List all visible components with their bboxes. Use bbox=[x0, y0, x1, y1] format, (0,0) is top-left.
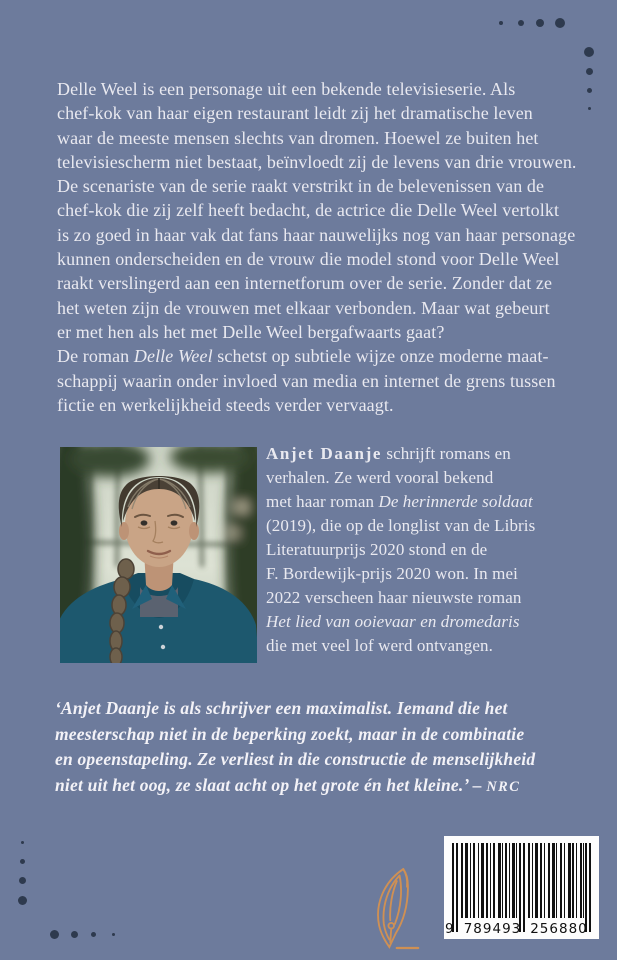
bio-run: schrijft romans en bbox=[382, 444, 511, 463]
press-quote bbox=[55, 696, 600, 798]
synopsis-text bbox=[57, 77, 577, 417]
quote-line: ‘Anjet Daanje is als schrijver een maximalist. Iemand die het bbox=[55, 698, 508, 718]
bio-line: die met veel lof werd ontvangen. bbox=[266, 636, 493, 655]
corner-dot bbox=[588, 107, 591, 110]
author-photo bbox=[60, 447, 257, 663]
barcode-digit-lead: 9 bbox=[445, 921, 454, 937]
bio-line: verhalen. Ze werd vooral bekend bbox=[266, 468, 494, 487]
corner-dot bbox=[587, 88, 592, 93]
book-title-italic: Het lied van ooievaar en dromedaris bbox=[266, 612, 520, 631]
bio-line bbox=[266, 442, 576, 466]
corner-dot bbox=[536, 19, 544, 27]
bio-line: (2019), die op de longlist van de Libris bbox=[266, 516, 536, 535]
corner-dot bbox=[19, 877, 26, 884]
corner-dot bbox=[586, 68, 593, 75]
synopsis-line bbox=[57, 344, 577, 368]
quote-run: niet uit het oog, ze slaat acht op het grote én het kleine.’ – bbox=[55, 774, 487, 795]
barcode-digit-group: 789493 bbox=[463, 921, 522, 937]
corner-dot bbox=[91, 932, 96, 937]
synopsis-line: is zo goed in haar vak dat fans haar nauwelijks nog van haar personage bbox=[57, 224, 576, 245]
author-name: Anjet Daanje bbox=[266, 444, 382, 463]
bio-run: met haar roman bbox=[266, 492, 379, 511]
book-title-italic: Delle Weel bbox=[133, 346, 213, 367]
corner-dot bbox=[21, 841, 24, 844]
corner-dot bbox=[18, 896, 27, 905]
publisher-quill-logo bbox=[368, 866, 420, 952]
synopsis-line: het weten zijn de vrouwen met elkaar verbonden. Maar wat gebeurt bbox=[57, 297, 550, 318]
barcode-digit-group: 256880 bbox=[530, 921, 588, 937]
barcode-digits bbox=[444, 922, 596, 936]
corner-dot bbox=[518, 20, 524, 26]
synopsis-line: schappij waarin onder invloed van media en internet de grens tussen bbox=[57, 370, 556, 391]
synopsis-line: chef-kok van haar eigen restaurant leidt zij het dramatische leven bbox=[57, 103, 533, 124]
synopsis-roman-suffix: schetst op subtiele wijze onze moderne maat- bbox=[212, 346, 549, 367]
author-portrait-illustration bbox=[60, 447, 257, 663]
synopsis-line: fictie en werkelijkheid steeds verder vervaagt. bbox=[57, 394, 394, 415]
quote-line: meesterschap niet in de beperking zoekt, maar in de combinatie bbox=[55, 723, 525, 744]
corner-dot bbox=[71, 931, 78, 938]
synopsis-line: televisiescherm niet bestaat, beïnvloedt zij de levens van drie vrouwen. bbox=[57, 151, 577, 172]
corner-dot bbox=[50, 930, 59, 939]
bio-line: 2022 verscheen haar nieuwste roman bbox=[266, 588, 522, 607]
bio-line: F. Bordewijk-prijs 2020 won. In mei bbox=[266, 564, 518, 583]
synopsis-line: raakt verslingerd aan een internetforum over de serie. Zonder dat ze bbox=[57, 273, 553, 294]
quote-line bbox=[55, 773, 600, 799]
quote-line: en opeenstapeling. Ze verliest in die constructie de menselijkheid bbox=[55, 749, 536, 769]
bio-line bbox=[266, 490, 576, 514]
quote-source: NRC bbox=[486, 778, 521, 795]
bio-line: Literatuurprijs 2020 stond en de bbox=[266, 540, 488, 559]
corner-dot bbox=[584, 47, 594, 57]
corner-dot bbox=[112, 933, 115, 936]
barcode bbox=[444, 836, 599, 939]
book-title-italic: De herinnerde soldaat bbox=[378, 492, 533, 511]
synopsis-line: waar de meeste mensen slechts van dromen. Hoewel ze buiten het bbox=[57, 127, 539, 148]
synopsis-line: De scenariste van de serie raakt verstrikt in de belevenissen van de bbox=[57, 176, 545, 197]
corner-dot bbox=[499, 21, 503, 25]
synopsis-roman-prefix: De roman bbox=[57, 346, 134, 367]
synopsis-line: kunnen onderscheiden en de vrouw die model stond voor Delle Weel bbox=[57, 249, 560, 270]
synopsis-line: er met hen als het met Delle Weel bergafwaarts gaat? bbox=[57, 321, 445, 342]
corner-dot bbox=[555, 18, 565, 28]
author-bio bbox=[266, 442, 576, 658]
corner-dot bbox=[20, 859, 25, 864]
synopsis-line: chef-kok die zij zelf heeft bedacht, de actrice die Delle Weel vertolkt bbox=[57, 200, 560, 221]
synopsis-line: Delle Weel is een personage uit een bekende televisieserie. Als bbox=[57, 79, 516, 99]
